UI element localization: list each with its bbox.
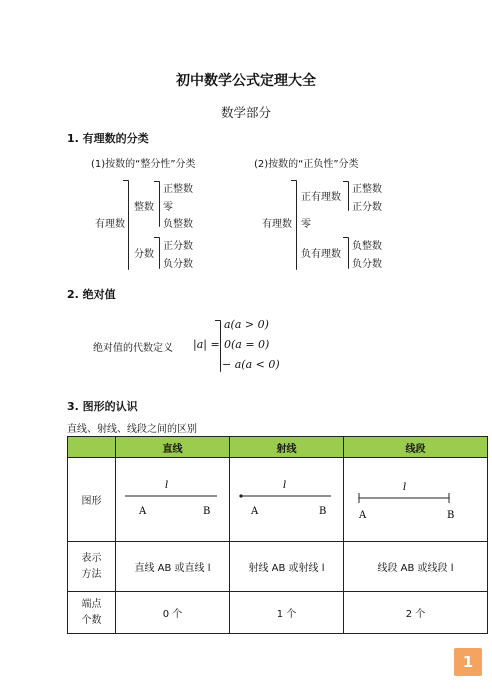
figure-segment-cell xyxy=(344,458,488,542)
tree-b-item: 负整数 xyxy=(352,241,382,252)
tree-a-brace xyxy=(128,180,129,270)
tree-b-brace xyxy=(296,180,297,270)
figure-segment-label: l xyxy=(402,482,406,493)
row-label-line: 方法 xyxy=(81,568,102,580)
figure-ray-label: l xyxy=(282,480,286,491)
tree-b-brace-negative xyxy=(348,237,349,269)
tree-a-group-fraction: 分数 xyxy=(134,249,154,260)
figure-point-a: A xyxy=(358,510,366,521)
absolute-value-case: − a(a < 0) xyxy=(222,358,280,371)
absolute-value-brace xyxy=(220,320,221,372)
row-label-figure: 图形 xyxy=(68,458,116,542)
section-heading-figures: 3. 图形的认识 xyxy=(67,400,138,413)
column-header-line: 直线 xyxy=(116,437,230,458)
tree-a-root: 有理数 xyxy=(95,219,125,230)
comparison-table xyxy=(67,436,488,634)
endpoints-line: 0 个 xyxy=(116,592,230,634)
table-row-notation xyxy=(68,542,488,592)
tree-b-item: 正整数 xyxy=(352,184,382,195)
table-corner-cell xyxy=(68,437,116,458)
page-title: 初中数学公式定理大全 xyxy=(176,73,316,89)
page-subtitle: 数学部分 xyxy=(220,105,271,120)
figure-point-b: B xyxy=(446,510,454,521)
figure-point-a: A xyxy=(250,506,258,517)
tree-b-item: 负分数 xyxy=(352,259,382,270)
row-label-notation xyxy=(68,542,116,592)
tree-a-brace-integer xyxy=(159,181,160,227)
tree-b-brace-positive xyxy=(348,181,349,211)
figures-caption: 直线、射线、线段之间的区别 xyxy=(67,424,197,435)
row-label-line: 表示 xyxy=(81,552,102,564)
tree-b-zero: 零 xyxy=(301,219,311,230)
figure-ray-drawing xyxy=(231,458,343,538)
figure-line-drawing xyxy=(117,458,229,538)
endpoints-segment: 2 个 xyxy=(344,592,488,634)
absolute-value-case: 0(a = 0) xyxy=(224,338,270,351)
tree-a-item: 零 xyxy=(163,202,173,213)
figure-point-a: A xyxy=(138,506,146,517)
figure-line-label: l xyxy=(164,480,168,491)
classification-b-caption: (2)按数的“正负性”分类 xyxy=(254,159,359,170)
figure-line-cell xyxy=(116,458,230,542)
row-label-endpoints xyxy=(68,592,116,634)
absolute-value-label: 绝对值的代数定义 xyxy=(93,343,173,354)
notation-ray: 射线 AB 或射线 l xyxy=(230,542,344,592)
tree-b-root: 有理数 xyxy=(262,219,292,230)
endpoints-ray: 1 个 xyxy=(230,592,344,634)
table-header-row xyxy=(68,437,488,458)
figure-segment-drawing xyxy=(345,458,487,538)
figure-ray-cell xyxy=(230,458,344,542)
tree-a-brace-fraction xyxy=(159,237,160,269)
page-number-badge: 1 xyxy=(454,648,482,676)
table-row-figure xyxy=(68,458,488,542)
column-header-ray: 射线 xyxy=(230,437,344,458)
absolute-value-case: a(a > 0) xyxy=(224,318,269,331)
classification-a-caption: (1)按数的“整分性”分类 xyxy=(91,159,196,170)
row-label-line: 端点 xyxy=(81,598,102,610)
tree-a-group-integer: 整数 xyxy=(134,202,154,213)
tree-b-item: 正分数 xyxy=(352,202,382,213)
tree-a-item: 负整数 xyxy=(163,219,193,230)
section-heading-rational: 1. 有理数的分类 xyxy=(67,132,149,145)
notation-line: 直线 AB 或直线 l xyxy=(116,542,230,592)
section-heading-absolute-value: 2. 绝对值 xyxy=(67,288,116,301)
tree-b-group-positive: 正有理数 xyxy=(301,192,341,203)
notation-segment: 线段 AB 或线段 l xyxy=(344,542,488,592)
figure-point-b: B xyxy=(202,506,210,517)
table-row-endpoints xyxy=(68,592,488,634)
tree-a-item: 正分数 xyxy=(163,241,193,252)
column-header-segment: 线段 xyxy=(344,437,488,458)
tree-b-group-negative: 负有理数 xyxy=(301,249,341,260)
tree-a-item: 负分数 xyxy=(163,259,193,270)
tree-a-item: 正整数 xyxy=(163,184,193,195)
figure-point-b: B xyxy=(318,506,326,517)
absolute-value-lhs: |a| = xyxy=(193,338,220,351)
row-label-line: 个数 xyxy=(81,614,102,626)
